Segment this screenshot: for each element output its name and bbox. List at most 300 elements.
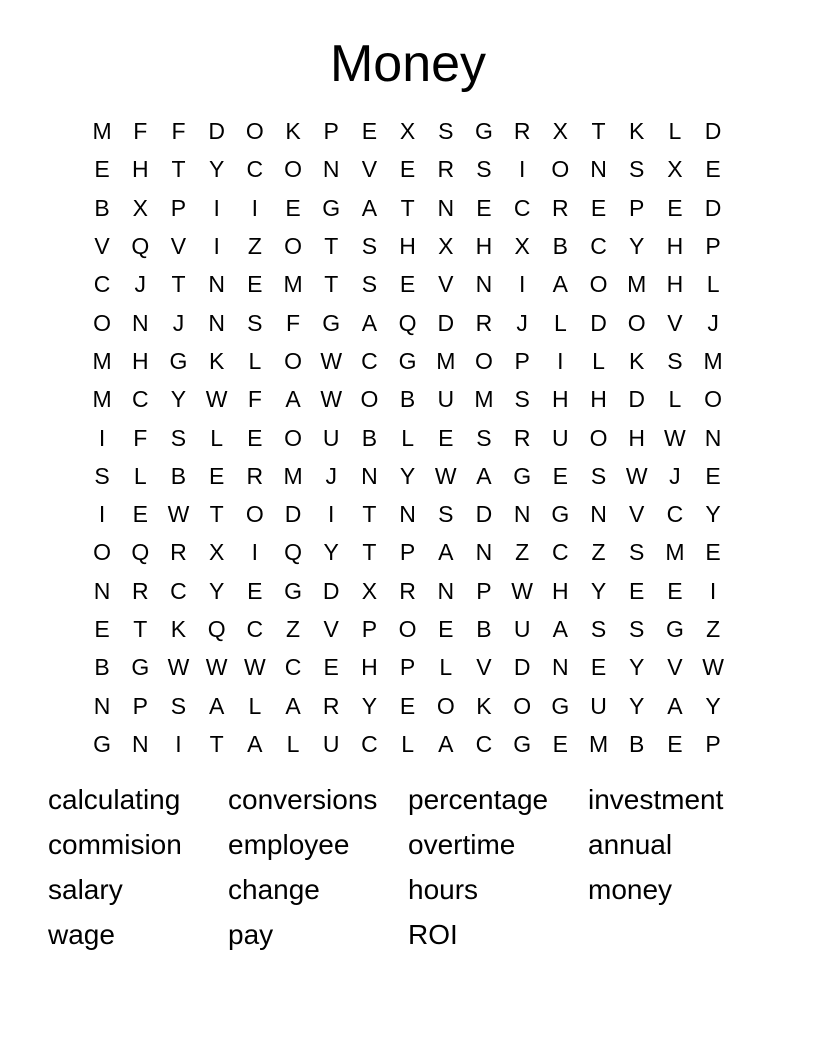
grid-letter: M: [283, 271, 303, 298]
grid-letter: E: [667, 730, 683, 757]
grid-letter: U: [322, 730, 340, 757]
grid-letter: U: [552, 424, 569, 451]
grid-letter: N: [590, 156, 607, 183]
puzzle-title: Money: [329, 35, 487, 93]
grid-letter: V: [438, 271, 454, 298]
grid-letter: O: [551, 156, 570, 183]
grid-letter: Y: [170, 386, 187, 413]
grid-letter: L: [706, 271, 720, 298]
grid-letter: V: [667, 309, 683, 336]
grid-letter: C: [93, 271, 111, 298]
grid-letter: J: [172, 309, 185, 336]
grid-letter: E: [247, 424, 263, 451]
grid-letter: W: [167, 501, 190, 528]
grid-letter: S: [247, 309, 263, 336]
grid-letter: S: [629, 616, 645, 642]
grid-letter: F: [247, 386, 262, 413]
grid-letter: A: [552, 616, 569, 642]
grid-letter: E: [667, 194, 683, 221]
grid-letter: R: [513, 424, 531, 451]
word-bank-item: employee: [228, 829, 350, 860]
grid-letter: R: [437, 156, 455, 183]
grid-letter: B: [552, 233, 569, 260]
grid-letter: P: [476, 577, 492, 604]
grid-letter: A: [285, 692, 301, 719]
grid-letter: W: [320, 386, 343, 413]
grid-letter: O: [589, 424, 608, 451]
grid-letter: X: [438, 233, 454, 260]
grid-letter: I: [98, 424, 106, 451]
grid-letter: H: [590, 386, 607, 413]
grid-letter: K: [629, 347, 645, 374]
grid-letter: N: [93, 692, 111, 719]
grid-letter: S: [170, 424, 187, 451]
grid-letter: T: [400, 194, 415, 221]
grid-letter: D: [284, 501, 302, 528]
grid-letter: S: [590, 462, 607, 489]
grid-letter: E: [552, 730, 569, 757]
grid-row: [83, 725, 733, 763]
grid-letter: P: [170, 194, 187, 221]
grid-letter: S: [438, 501, 454, 528]
grid-letter: P: [514, 347, 530, 374]
grid-letter: S: [629, 539, 645, 566]
grid-letter: V: [629, 501, 645, 528]
grid-letter: O: [245, 501, 264, 528]
grid-letter: P: [361, 616, 378, 642]
grid-letter: V: [667, 654, 683, 681]
grid-letter: G: [513, 462, 532, 489]
grid-letter: S: [361, 233, 378, 260]
grid-letter: A: [476, 462, 492, 489]
grid-letter: O: [284, 233, 302, 260]
grid-letter: N: [552, 654, 569, 681]
grid-letter: X: [552, 118, 569, 145]
grid-letter: S: [629, 156, 645, 183]
grid-letter: S: [590, 616, 607, 642]
grid-letter: N: [437, 194, 455, 221]
grid-letter: G: [551, 692, 570, 719]
grid-letter: S: [476, 424, 492, 451]
grid-letter: Y: [208, 577, 225, 604]
grid-letter: V: [94, 233, 110, 260]
grid-letter: H: [131, 156, 149, 183]
grid-letter: O: [436, 692, 455, 719]
word-bank-item: hours: [408, 874, 479, 905]
grid-letter: E: [399, 156, 416, 183]
grid-letter: W: [702, 654, 724, 681]
grid-letter: Z: [515, 539, 530, 566]
grid-letter: U: [322, 424, 340, 451]
grid-letter: H: [552, 577, 569, 604]
grid-letter: C: [475, 730, 493, 757]
grid-letter: F: [133, 424, 148, 451]
grid-letter: H: [361, 654, 378, 681]
grid-letter: N: [475, 271, 493, 298]
grid-letter: K: [208, 347, 225, 374]
grid-letter: T: [362, 539, 377, 566]
grid-letter: U: [437, 386, 455, 413]
word-bank-item: money: [588, 874, 673, 905]
grid-letter: W: [205, 386, 228, 413]
grid-letter: R: [552, 194, 569, 221]
grid-letter: R: [322, 692, 340, 719]
grid-row: [83, 686, 733, 724]
grid-letter: D: [437, 309, 455, 336]
grid-row: [83, 610, 733, 648]
grid-letter: Q: [284, 539, 302, 566]
grid-letter: G: [169, 347, 188, 374]
grid-letter: I: [213, 194, 220, 221]
grid-letter: L: [668, 118, 682, 145]
grid-letter: E: [247, 271, 263, 298]
grid-letter: S: [667, 347, 683, 374]
grid-letter: K: [476, 692, 492, 719]
grid-letter: N: [704, 424, 722, 451]
grid-letter: X: [667, 156, 683, 183]
grid-letter: Z: [706, 616, 721, 642]
grid-letter: E: [285, 194, 301, 221]
grid-letter: C: [361, 347, 378, 374]
grid-letter: J: [669, 462, 681, 489]
grid-letter: E: [438, 424, 454, 451]
word-bank: [48, 780, 788, 960]
grid-letter: U: [513, 616, 531, 642]
grid-letter: D: [475, 501, 493, 528]
grid-letter: H: [628, 424, 646, 451]
word-bank-item: calculating: [48, 784, 181, 815]
grid-letter: O: [284, 347, 302, 374]
grid-letter: B: [476, 616, 492, 642]
grid-letter: P: [132, 692, 148, 719]
grid-letter: B: [361, 424, 378, 451]
grid-letter: V: [323, 616, 339, 642]
grid-letter: V: [476, 654, 492, 681]
grid-letter: X: [361, 577, 378, 604]
grid-letter: T: [324, 233, 339, 260]
grid-letter: O: [93, 309, 112, 336]
grid-letter: E: [590, 654, 607, 681]
grid-letter: A: [552, 271, 569, 298]
grid-letter: C: [666, 501, 684, 528]
grid-letter: Y: [208, 156, 225, 183]
grid-letter: D: [208, 118, 225, 145]
grid-row: [83, 648, 733, 686]
grid-letter: O: [704, 386, 723, 413]
grid-letter: E: [247, 577, 263, 604]
grid-letter: A: [361, 194, 378, 221]
grid-letter: N: [131, 730, 149, 757]
grid-letter: Y: [629, 654, 645, 681]
grid-letter: E: [94, 616, 110, 642]
grid-row: [83, 418, 733, 456]
grid-row: [83, 533, 733, 571]
grid-row: [83, 150, 733, 188]
grid-letter: N: [475, 539, 493, 566]
grid-letter: X: [399, 118, 416, 145]
grid-letter: N: [437, 577, 455, 604]
grid-letter: A: [361, 309, 378, 336]
grid-letter: S: [94, 462, 110, 489]
grid-letter: O: [398, 616, 417, 642]
grid-letter: Y: [323, 539, 339, 566]
grid-letter: Q: [131, 233, 150, 260]
grid-letter: G: [513, 730, 532, 757]
grid-letter: G: [322, 194, 341, 221]
grid-letter: N: [361, 462, 378, 489]
grid-letter: N: [590, 501, 607, 528]
grid-row: [83, 303, 733, 341]
grid-letter: J: [134, 271, 147, 298]
grid-letter: Y: [705, 692, 721, 719]
grid-letter: Y: [705, 501, 721, 528]
grid-letter: W: [320, 347, 343, 374]
grid-letter: I: [251, 194, 259, 221]
grid-letter: K: [629, 118, 645, 145]
grid-row: [83, 380, 733, 418]
grid-letter: L: [553, 309, 567, 336]
grid-letter: K: [170, 616, 187, 642]
grid-letter: F: [133, 118, 148, 145]
grid-letter: I: [518, 156, 526, 183]
grid-letter: B: [94, 654, 110, 681]
grid-letter: H: [552, 386, 569, 413]
grid-letter: S: [170, 692, 187, 719]
word-bank-item: investment: [588, 784, 724, 815]
grid-letter: U: [590, 692, 607, 719]
grid-letter: H: [666, 233, 684, 260]
grid-letter: D: [628, 386, 646, 413]
grid-letter: L: [401, 424, 414, 451]
grid-letter: T: [591, 118, 606, 145]
grid-letter: H: [131, 347, 149, 374]
grid-letter: T: [209, 730, 224, 757]
word-bank-item: ROI: [408, 919, 458, 950]
grid-letter: R: [246, 462, 264, 489]
grid-letter: N: [513, 501, 531, 528]
grid-letter: M: [474, 386, 494, 413]
grid-letter: W: [205, 654, 228, 681]
grid-letter: P: [705, 730, 721, 757]
grid-letter: E: [361, 118, 378, 145]
grid-letter: R: [399, 577, 416, 604]
grid-letter: O: [284, 424, 302, 451]
grid-letter: E: [705, 539, 721, 566]
grid-letter: M: [703, 347, 723, 374]
grid-letter: W: [243, 654, 266, 681]
grid-letter: Z: [247, 233, 262, 260]
grid-letter: C: [590, 233, 607, 260]
grid-letter: E: [208, 462, 225, 489]
grid-letter: L: [439, 654, 453, 681]
grid-letter: F: [171, 118, 186, 145]
grid-letter: O: [245, 118, 264, 145]
grid-letter: P: [399, 654, 416, 681]
grid-letter: S: [438, 118, 454, 145]
grid-letter: P: [399, 539, 416, 566]
grid-letter: C: [170, 577, 187, 604]
grid-letter: M: [588, 730, 609, 757]
grid-letter: R: [170, 539, 187, 566]
grid-letter: P: [629, 194, 645, 221]
grid-letter: I: [175, 730, 182, 757]
grid-letter: M: [665, 539, 685, 566]
grid-letter: V: [361, 156, 378, 183]
grid-letter: O: [589, 271, 608, 298]
word-bank-item: percentage: [408, 784, 549, 815]
grid-letter: Q: [207, 616, 226, 642]
grid-letter: T: [133, 616, 148, 642]
grid-row: [83, 342, 733, 380]
grid-letter: R: [513, 118, 531, 145]
grid-letter: B: [629, 730, 645, 757]
grid-letter: O: [93, 539, 112, 566]
grid-letter: G: [398, 347, 417, 374]
grid-letter: E: [94, 156, 110, 183]
grid-letter: L: [592, 347, 605, 374]
grid-letter: G: [93, 730, 112, 757]
grid-letter: M: [436, 347, 456, 374]
grid-letter: M: [92, 118, 112, 145]
grid-letter: A: [438, 539, 454, 566]
grid-letter: C: [284, 654, 302, 681]
grid-letter: M: [627, 271, 647, 298]
grid-letter: E: [399, 692, 416, 719]
grid-letter: I: [328, 501, 335, 528]
grid-letter: E: [590, 194, 607, 221]
grid-row: [83, 265, 733, 303]
grid-letter: I: [709, 577, 717, 604]
grid-letter: S: [361, 271, 378, 298]
grid-letter: A: [438, 730, 454, 757]
grid-letter: X: [132, 194, 148, 221]
grid-letter: Z: [591, 539, 606, 566]
grid-letter: G: [322, 309, 341, 336]
grid-letter: E: [476, 194, 492, 221]
grid-letter: O: [513, 692, 532, 719]
grid-letter: H: [399, 233, 416, 260]
grid-letter: E: [705, 156, 721, 183]
grid-letter: T: [324, 271, 339, 298]
grid-letter: N: [93, 577, 111, 604]
grid-letter: O: [284, 156, 302, 183]
grid-letter: H: [666, 271, 684, 298]
grid-letter: G: [475, 118, 493, 145]
grid-letter: N: [322, 156, 340, 183]
grid-letter: T: [362, 501, 377, 528]
grid-letter: L: [248, 692, 262, 719]
grid-letter: M: [92, 386, 112, 413]
word-bank-item: salary: [48, 874, 123, 905]
grid-letter: A: [247, 730, 263, 757]
grid-letter: N: [208, 309, 225, 336]
grid-letter: T: [171, 271, 186, 298]
grid-letter: L: [210, 424, 224, 451]
grid-letter: L: [668, 386, 682, 413]
grid-letter: G: [284, 577, 302, 604]
grid-letter: E: [323, 654, 339, 681]
grid-row: [83, 457, 733, 495]
grid-letter: E: [399, 271, 416, 298]
letter-grid: [83, 112, 733, 763]
grid-letter: C: [513, 194, 531, 221]
grid-letter: Y: [590, 577, 607, 604]
grid-row: [83, 112, 733, 150]
grid-letter: W: [511, 577, 534, 604]
grid-letter: O: [627, 309, 646, 336]
grid-letter: H: [475, 233, 493, 260]
grid-letter: T: [171, 156, 186, 183]
grid-letter: P: [323, 118, 339, 145]
grid-letter: G: [665, 616, 684, 642]
grid-letter: X: [208, 539, 225, 566]
grid-letter: X: [514, 233, 530, 260]
grid-row: [83, 572, 733, 610]
grid-letter: Q: [398, 309, 417, 336]
grid-letter: W: [625, 462, 648, 489]
grid-letter: K: [285, 118, 301, 145]
grid-letter: S: [476, 156, 492, 183]
word-bank-item: wage: [48, 919, 115, 950]
grid-row: [83, 227, 733, 265]
grid-letter: E: [132, 501, 148, 528]
grid-letter: L: [286, 730, 300, 757]
grid-letter: C: [246, 616, 264, 642]
grid-letter: L: [133, 462, 147, 489]
grid-letter: W: [664, 424, 686, 451]
grid-letter: D: [590, 309, 607, 336]
grid-letter: S: [514, 386, 530, 413]
grid-letter: Y: [629, 233, 645, 260]
grid-letter: R: [131, 577, 149, 604]
grid-letter: E: [667, 577, 683, 604]
grid-letter: Y: [629, 692, 645, 719]
grid-letter: N: [399, 501, 416, 528]
grid-letter: Q: [131, 539, 150, 566]
grid-letter: D: [704, 194, 722, 221]
grid-letter: N: [208, 271, 225, 298]
grid-letter: Z: [286, 616, 301, 642]
word-bank-item: annual: [588, 829, 673, 860]
word-bank-item: pay: [228, 919, 274, 950]
grid-row: [83, 495, 733, 533]
grid-letter: E: [552, 462, 569, 489]
grid-letter: L: [248, 347, 262, 374]
grid-letter: J: [707, 309, 719, 336]
grid-letter: I: [98, 501, 106, 528]
grid-letter: G: [551, 501, 570, 528]
grid-letter: O: [360, 386, 379, 413]
grid-letter: P: [705, 233, 721, 260]
grid-letter: E: [438, 616, 454, 642]
grid-letter: I: [251, 539, 259, 566]
grid-letter: Y: [361, 692, 378, 719]
grid-letter: C: [131, 386, 149, 413]
grid-letter: B: [94, 194, 110, 221]
grid-letter: V: [170, 233, 187, 260]
word-bank-item: commision: [48, 829, 182, 860]
grid-letter: J: [325, 462, 337, 489]
grid-letter: A: [285, 386, 301, 413]
grid-letter: Y: [399, 462, 416, 489]
grid-letter: I: [518, 271, 526, 298]
grid-letter: C: [246, 156, 264, 183]
grid-letter: J: [516, 309, 528, 336]
grid-row: [83, 189, 733, 227]
grid-letter: D: [704, 118, 722, 145]
grid-letter: C: [361, 730, 378, 757]
word-bank-item: overtime: [408, 829, 516, 860]
